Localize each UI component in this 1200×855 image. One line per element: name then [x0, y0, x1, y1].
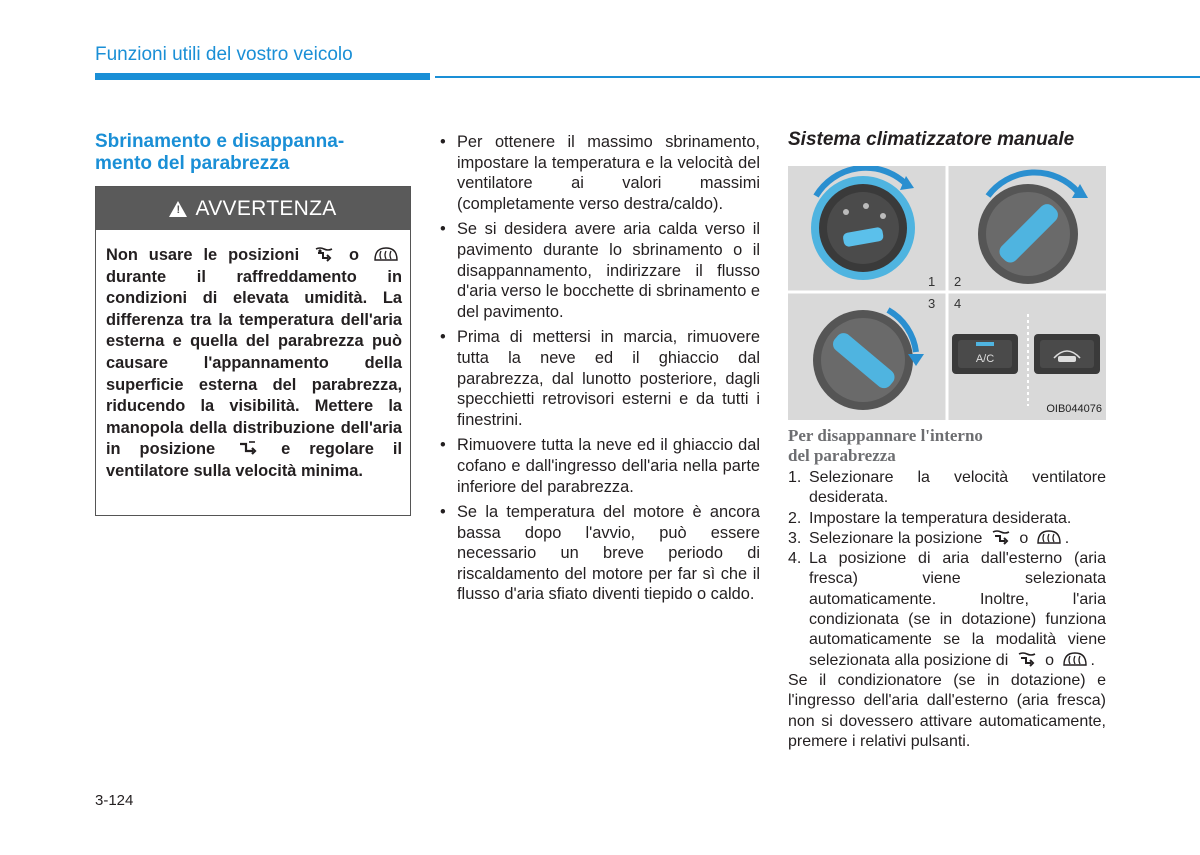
list-item: • Rimuovere tutta la neve ed il ghiaccio dal cofano e dall'ingresso dell'aria nella parte inferiore del parabrezza. — [440, 435, 760, 497]
list-item: • Prima di mettersi in marcia, rimuovere tutta la neve ed il ghiaccio dal parabrezza, dal lunotto posteriore, dagli specchietti retrovisori esterni e da tutti i finestrini. — [440, 327, 760, 430]
list-item: • Se la temperatura del motore è ancora bassa dopo l'avvio, può essere necessario un breve periodo di riscaldamento del motore per far sì che il flusso d'aria sfiato diventi tiepido o caldo. — [440, 502, 760, 605]
warning-or: o — [349, 246, 360, 264]
running-header: Funzioni utili del vostro veicolo — [95, 44, 353, 65]
ac-button — [952, 334, 1018, 374]
figure-title: Sistema climatizzatore manuale — [788, 129, 1075, 150]
defog-steps — [788, 468, 1106, 752]
tips-list — [440, 132, 760, 610]
climate-control-figure — [788, 166, 1106, 420]
warning-text-2: durante il raffreddamento in condizioni di elevata umidità. La differenza tra la temperatura dell'aria esterna e quella del parabrezza può causare l'appannamento della superficie esterna del parabrezza, riducendo la visibilità. Mettere la manopola della distribuzione dell'aria in posizione — [106, 267, 402, 459]
header-rule-thick — [95, 73, 430, 80]
defrost-windshield-icon — [373, 246, 399, 262]
defrost-floor-icon — [1016, 651, 1038, 667]
warning-text-1: Non usare le posizioni — [106, 246, 300, 264]
warning-header — [96, 187, 410, 230]
climate-panel-illustration — [788, 166, 1106, 420]
defrost-windshield-icon — [1036, 529, 1062, 545]
defog-title: Per disappannare l'interno del parabrezza — [788, 426, 983, 465]
page-number: 3-124 — [95, 792, 134, 809]
defog-note: Se il condizionatore (se in dotazione) e l'ingresso dell'aria dall'esterno (aria fresca) non si dovessero attivare automaticamente, premere i relativi pulsanti. — [788, 671, 1106, 750]
section-title: Sbrinamento e disappanna- mento del parabrezza — [95, 131, 345, 174]
warning-triangle-icon: ! — [169, 201, 187, 217]
fig-label-2: 2 — [954, 274, 962, 289]
fig-label-4: 4 — [954, 296, 962, 311]
defrost-floor-icon — [313, 246, 335, 262]
step-item: 3. Selezionare la posizione o . — [788, 529, 1070, 547]
defrost-windshield-icon — [1062, 651, 1088, 667]
warning-text — [106, 245, 402, 483]
step-item: 1. Selezionare la velocità ventilatore desiderata. — [788, 469, 1106, 507]
warning-box — [95, 186, 411, 516]
step-item: 2. Impostare la temperatura desiderata. — [788, 509, 1072, 527]
fig-label-3: 3 — [928, 296, 936, 311]
fig-label-1: 1 — [928, 274, 936, 289]
ac-label: A/C — [975, 353, 995, 365]
floor-air-icon — [237, 440, 259, 456]
defrost-floor-icon — [990, 529, 1012, 545]
figure-code: OIB044076 — [1046, 403, 1102, 415]
warning-heading: AVVERTENZA — [195, 196, 337, 220]
header-rule-thin — [435, 76, 1200, 78]
list-item: • Se si desidera avere aria calda verso il pavimento durante lo sbrinamento o il disappannamento, indirizzare il flusso d'aria verso le bocchette di sbrinamento e del pavimento. — [440, 219, 760, 322]
step-item: 4. La posizione di aria dall'esterno (aria fresca) viene selezionata automaticamente. Inoltre, l'aria condizionata (se in dotazione) funziona automaticamente se la modalità viene selezionata alla posizione di o . — [788, 550, 1106, 669]
list-item: • Per ottenere il massimo sbrinamento, impostare la temperatura e la velocità del ventilatore ai valori massimi (completamente verso destra/caldo). — [440, 132, 760, 214]
recirculation-button — [1034, 334, 1100, 374]
warning-text-3: e regolare il ventilatore sulla velocità minima. — [106, 440, 403, 480]
